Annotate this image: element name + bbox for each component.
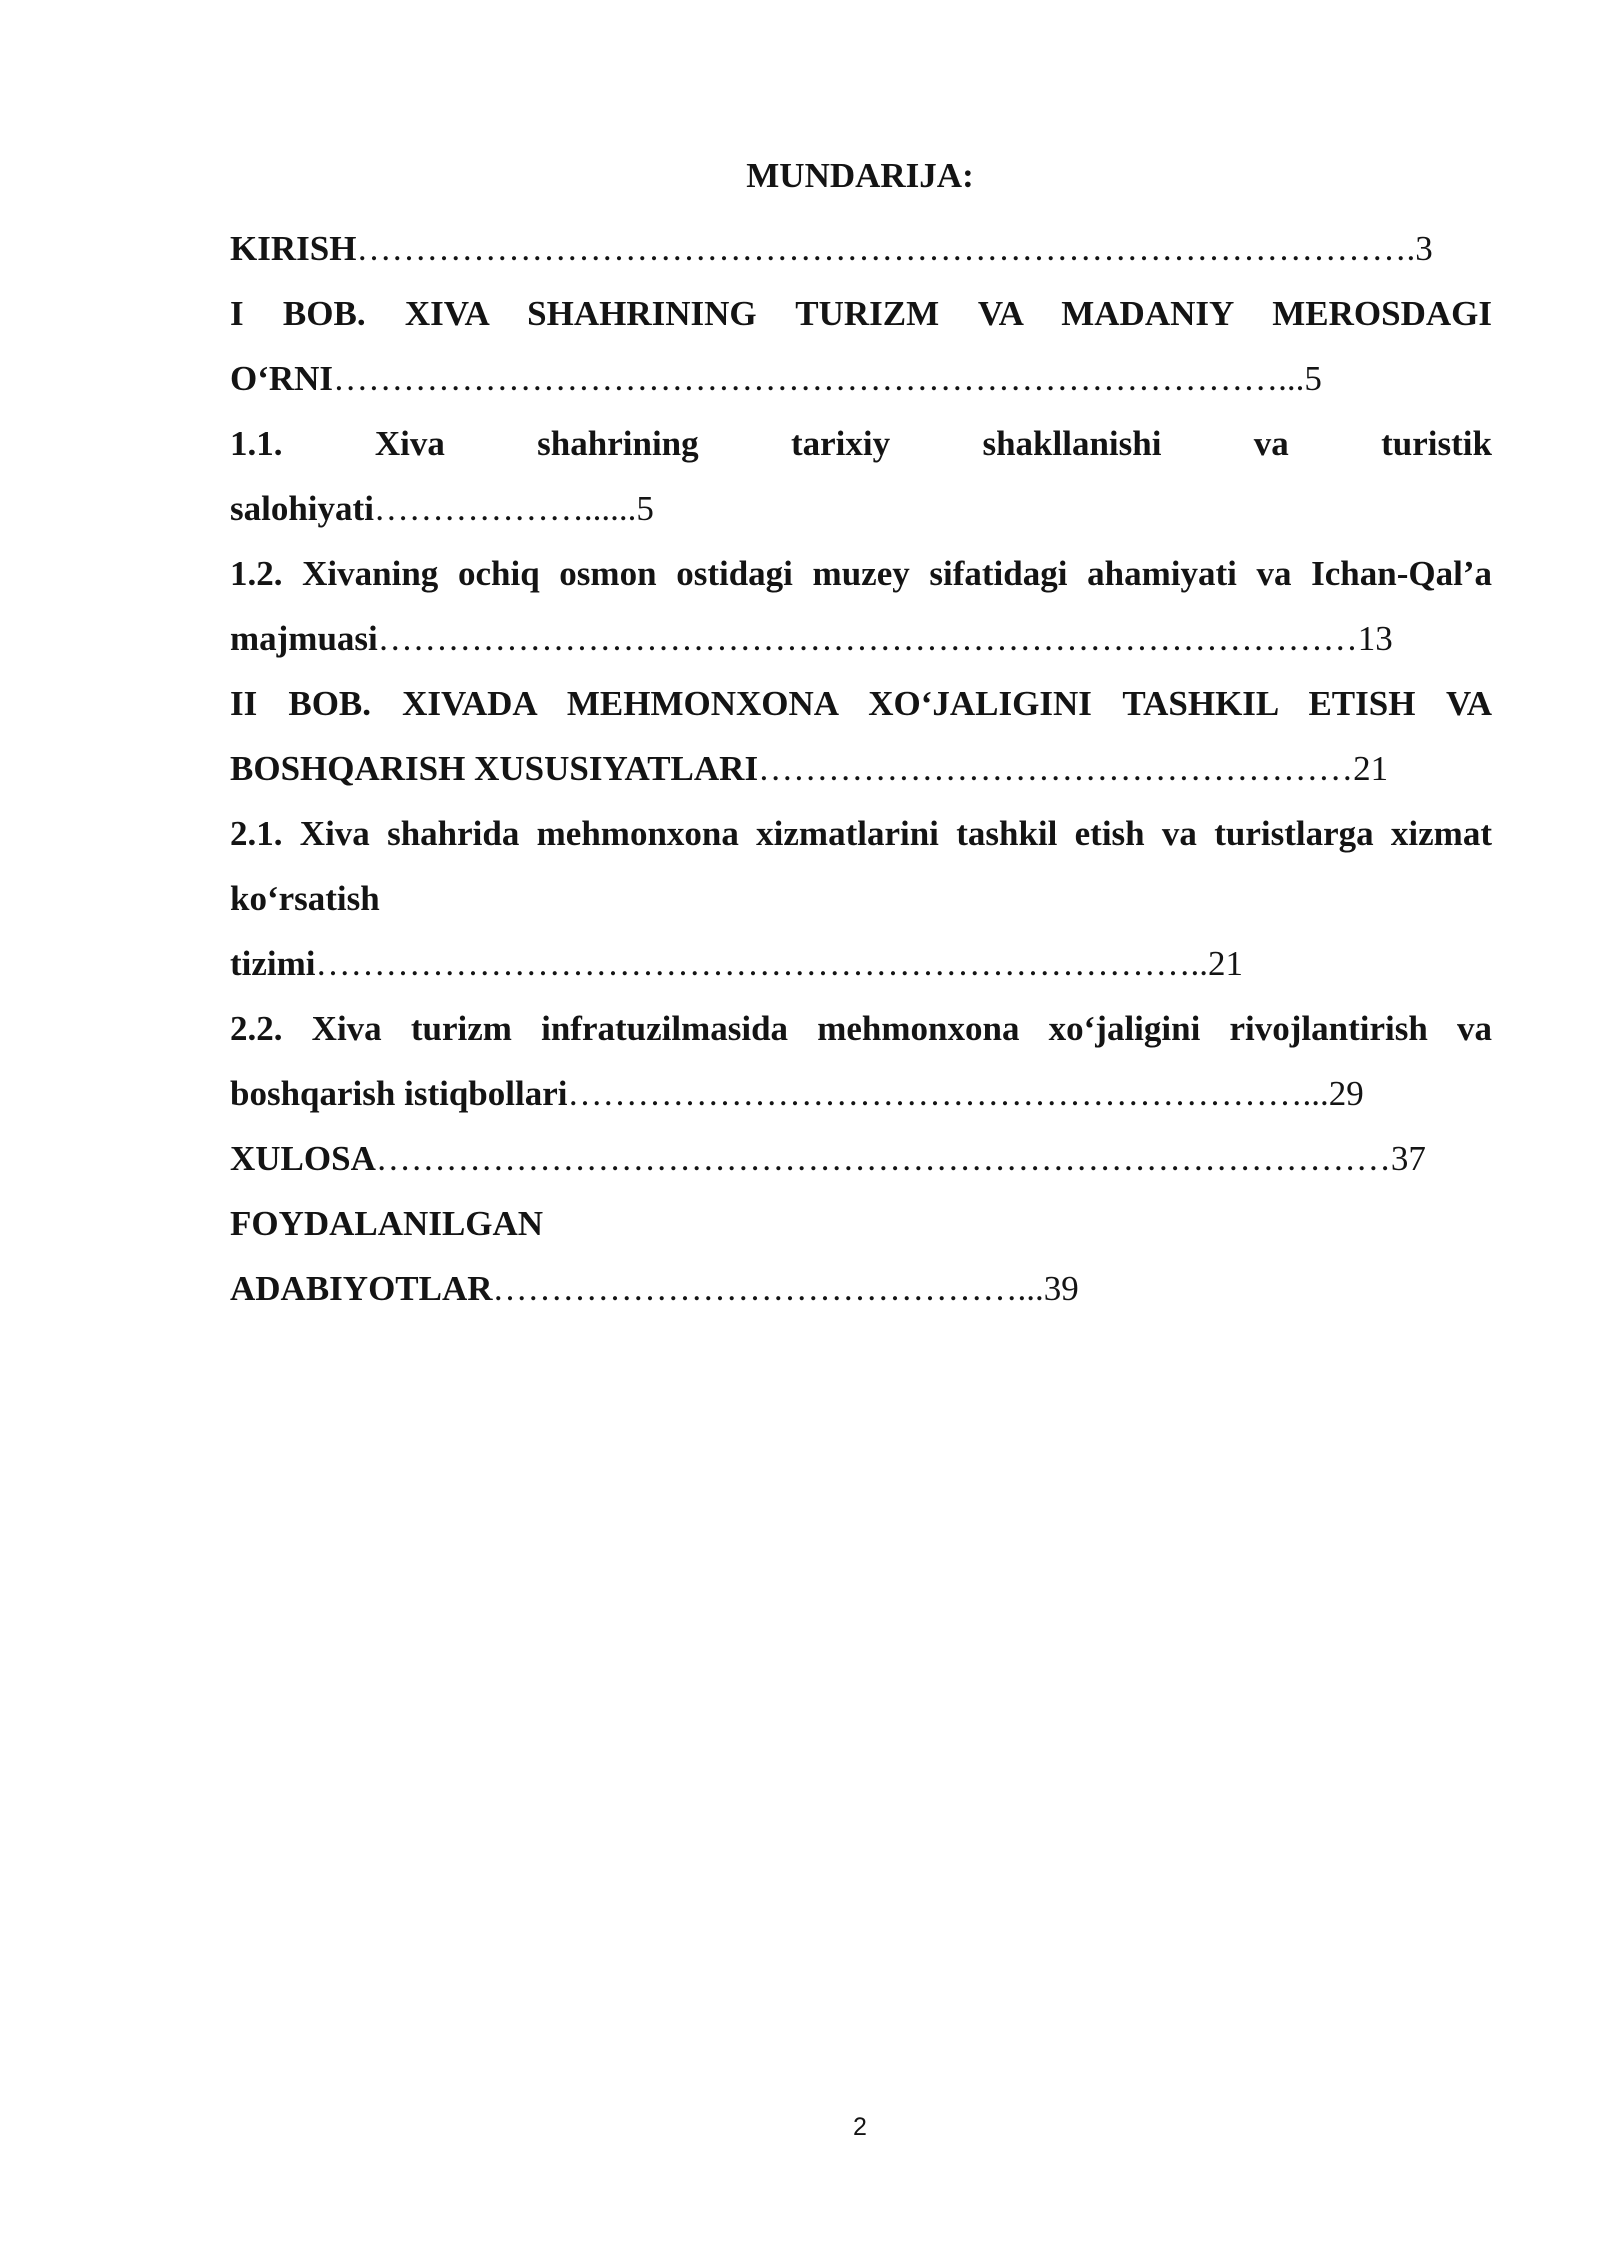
toc-leader-page: ………………......5 xyxy=(373,489,654,528)
toc-entry-kirish[interactable] xyxy=(230,216,1492,281)
toc-entry-section-2-2[interactable]: 2.2. Xiva turizm infratuzilmasida mehmonxona xo‘jaligini rivojlantirish va xyxy=(230,1009,1492,1048)
toc-entry-title: KIRISH xyxy=(230,229,357,268)
toc-entry-chapter-1-cont[interactable] xyxy=(230,346,1492,411)
toc-leader-page: ………………………………………...39 xyxy=(492,1269,1079,1308)
toc-entry-section-1-2[interactable]: 1.2. Xivaning ochiq osmon ostidagi muzey sifatidagi ahamiyati va Ichan-Qal’a xyxy=(230,554,1492,593)
toc-entry-chapter-2[interactable]: II BOB. XIVADA MEHMONXONA XO‘JALIGINI TASHKIL ETISH VA xyxy=(230,684,1492,723)
toc-leader-page: ………………………………………………………………………...5 xyxy=(333,359,1322,398)
toc-entry-section-2-1-cont[interactable]: ko‘rsatish xyxy=(230,879,380,918)
page-number: 2 xyxy=(853,2113,867,2141)
toc-leader-page: ……………………………………………………………………………37 xyxy=(375,1139,1426,1178)
toc-leader-page: …………………………………………………………………………13 xyxy=(377,619,1393,658)
toc-entry-title: XULOSA xyxy=(230,1139,376,1178)
toc-entry-section-2-2-cont[interactable] xyxy=(230,1061,1492,1126)
toc-entry-chapter-2-cont[interactable] xyxy=(230,736,1492,801)
toc-entry-references[interactable]: FOYDALANILGAN xyxy=(230,1204,544,1243)
toc-leader-page: ………………………………………………………...29 xyxy=(567,1074,1364,1113)
page-title: MUNDARIJA: xyxy=(746,156,974,195)
toc-leader-page: …………………………………………………………………..21 xyxy=(315,944,1244,983)
toc-entry-title: majmuasi xyxy=(230,619,378,658)
toc-entry-section-1-1-cont[interactable] xyxy=(230,476,1492,541)
toc-entry-title: ADABIYOTLAR xyxy=(230,1269,493,1308)
toc-entry-section-1-2-cont[interactable] xyxy=(230,606,1492,671)
toc-entry-title: boshqarish istiqbollari xyxy=(230,1074,568,1113)
toc-leader-page: ……………………………………………………………………………….3 xyxy=(356,229,1433,268)
toc-entry-title: BOSHQARISH XUSUSIYATLARI xyxy=(230,749,759,788)
toc-leader-page: ……………………………………………21 xyxy=(758,749,1389,788)
toc-entry-references-cont[interactable] xyxy=(230,1256,1492,1321)
toc-entry-section-2-1[interactable]: 2.1. Xiva shahrida mehmonxona xizmatlarini tashkil etish va turistlarga xizmat xyxy=(230,814,1492,853)
toc-entry-title: tizimi xyxy=(230,944,316,983)
toc-entry-chapter-1[interactable]: I BOB. XIVA SHAHRINING TURIZM VA MADANIY MEROSDAGI xyxy=(230,294,1492,333)
toc-entry-title: O‘RNI xyxy=(230,359,334,398)
toc-entry-xulosa[interactable] xyxy=(230,1126,1492,1191)
toc-entry-section-2-1-cont2[interactable] xyxy=(230,931,1492,996)
table-of-contents xyxy=(230,216,1492,1321)
toc-entry-section-1-1[interactable]: 1.1. Xiva shahrining tarixiy shakllanishi va turistik xyxy=(230,424,1492,463)
toc-entry-title: salohiyati xyxy=(230,489,374,528)
